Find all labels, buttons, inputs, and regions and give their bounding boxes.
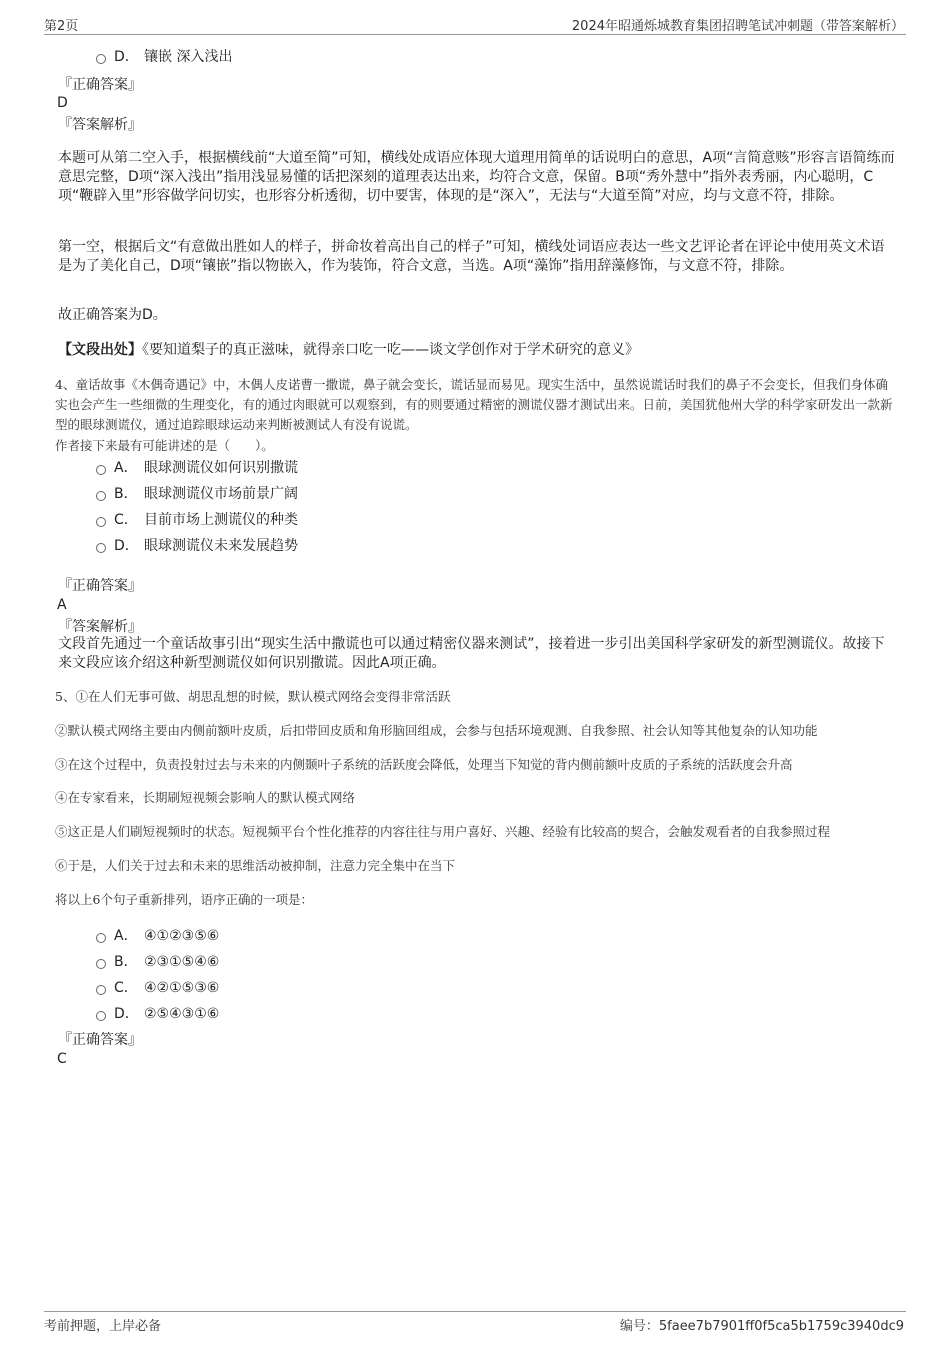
radio-icon[interactable] <box>96 465 106 475</box>
analysis-label: 『答案解析』 <box>58 619 142 635</box>
option-letter: B． <box>114 954 138 970</box>
option-text: ④①②③⑤⑥ <box>144 928 220 944</box>
analysis-label: 『答案解析』 <box>58 117 142 133</box>
option-text: 眼球测谎仪如何识别撒谎 <box>144 460 298 476</box>
q5-option-c[interactable] <box>96 978 219 998</box>
option-text: ④②①⑤③⑥ <box>144 980 220 996</box>
option-letter: A． <box>114 460 138 476</box>
radio-icon[interactable] <box>96 517 106 527</box>
option-letter: D． <box>114 1006 139 1022</box>
header-divider <box>44 34 906 35</box>
q5-sentence-5: ⑤这正是人们刷短视频时的状态。短视频平台个性化推荐的内容往往与用户喜好、兴趣、经验有比较高的契合，会触发观看者的自我参照过程 <box>55 824 831 839</box>
q3-option-d[interactable] <box>96 47 232 67</box>
option-letter: C． <box>114 980 138 996</box>
option-text: ②③①⑤④⑥ <box>144 954 220 970</box>
radio-icon[interactable] <box>96 1011 106 1021</box>
radio-icon[interactable] <box>96 54 106 64</box>
option-text: 镶嵌 深入浅出 <box>144 49 233 65</box>
q5-sentence-1: 5、①在人们无事可做、胡思乱想的时候，默认模式网络会变得非常活跃 <box>55 689 451 704</box>
radio-icon[interactable] <box>96 491 106 501</box>
option-text: 眼球测谎仪市场前景广阔 <box>144 486 298 502</box>
analysis-conclusion: 故正确答案为D。 <box>58 307 167 323</box>
q4-option-d[interactable] <box>96 536 298 556</box>
page-number: 第2页 <box>44 19 79 34</box>
radio-icon[interactable] <box>96 933 106 943</box>
analysis-paragraph-2: 第一空，根据后文“有意做出胜如人的样子，拼命妆着高出自己的样子”可知，横线处词语应表达一些文艺评论者在评论中使用英文术语是为了美化自己，D项“镶嵌”指以物嵌入，作为装饰，符合文意，当选。A项“藻饰”指用辞藻修饰，与文意不符，排除。 <box>58 239 885 274</box>
correct-answer-label: 『正确答案』 <box>58 578 142 594</box>
correct-answer-label: 『正确答案』 <box>58 1032 142 1048</box>
option-letter: D． <box>114 538 139 554</box>
q5-sentence-2: ②默认模式网络主要由内侧前额叶皮质，后扣带回皮质和角形脑回组成，会参与包括环境观测、自我参照、社会认知等其他复杂的认知功能 <box>55 723 818 738</box>
document-code <box>620 1315 904 1334</box>
source-note <box>58 341 898 360</box>
option-letter: C． <box>114 512 138 528</box>
code-label: 编号： <box>619 1319 659 1334</box>
footer-divider <box>44 1311 906 1312</box>
radio-icon[interactable] <box>96 959 106 969</box>
option-letter: B． <box>114 486 138 502</box>
q4-question: 作者接下来最有可能讲述的是（ ）。 <box>55 438 274 453</box>
correct-answer-label: 『正确答案』 <box>58 77 142 93</box>
q4-option-a[interactable] <box>96 458 298 478</box>
footer-slogan: 考前押题，上岸必备 <box>44 1319 162 1334</box>
correct-answer: D <box>57 95 68 111</box>
option-text: 目前市场上测谎仪的种类 <box>144 512 298 528</box>
option-letter: A． <box>114 928 138 944</box>
q5-sentence-3: ③在这个过程中，负责投射过去与未来的内侧颞叶子系统的活跃度会降低，处理当下知觉的背内侧前额叶皮质的子系统的活跃度会升高 <box>55 757 793 772</box>
q5-sentence-6: ⑥于是，人们关于过去和未来的思维活动被抑制，注意力完全集中在当下 <box>55 858 456 873</box>
q4-option-c[interactable] <box>96 510 298 530</box>
option-text: ②⑤④③①⑥ <box>144 1006 220 1022</box>
radio-icon[interactable] <box>96 985 106 995</box>
analysis-paragraph-1: 本题可从第二空入手，根据横线前“大道至简”可知，横线处成语应体现大道理用简单的话说明白的意思，A项“言简意赅”形容言语简练而意思完整，D项“深入浅出”指用浅显易懂的话把深刻的道理表达出来，均符合文意，保留。B项“秀外慧中”指外表秀丽，内心聪明，C项“鞭辟入里”形容做学问切实，也形容分析透彻，切中要害，体现的是“深入”，无法与“大道至简”对应，均与文意不符，排除。 <box>58 150 895 204</box>
q4-option-b[interactable] <box>96 484 298 504</box>
source-label: 【文段出处】 <box>58 342 142 358</box>
option-text: 眼球测谎仪未来发展趋势 <box>144 538 298 554</box>
q5-sentence-4: ④在专家看来，长期刷短视频会影响人的默认模式网络 <box>55 790 356 805</box>
radio-icon[interactable] <box>96 543 106 553</box>
source-text: 《要知道梨子的真正滋味，就得亲口吃一吃——谈文学创作对于学术研究的意义》 <box>142 342 639 358</box>
q5-question: 将以上6个句子重新排列，语序正确的一项是： <box>55 892 313 907</box>
q4-analysis: 文段首先通过一个童话故事引出“现实生活中撒谎也可以通过精密仪器来测试”，接着进一步引出美国科学家研发的新型测谎仪。故接下来文段应该介绍这种新型测谎仪如何识别撒谎。因此A项正确。 <box>58 636 885 671</box>
correct-answer: C <box>57 1051 67 1067</box>
q5-option-d[interactable] <box>96 1004 219 1024</box>
correct-answer: A <box>57 597 67 613</box>
q5-option-b[interactable] <box>96 952 219 972</box>
q5-option-a[interactable] <box>96 926 219 946</box>
document-title: 2024年昭通烁城教育集团招聘笔试冲刺题（带答案解析） <box>571 19 904 34</box>
q4-stem: 4、童话故事《木偶奇遇记》中，木偶人皮诺曹一撒谎，鼻子就会变长，谎话显而易见。现实生活中，虽然说谎话时我们的鼻子不会变长，但我们身体确实也会产生一些细微的生理变化，有的通过肉眼就可以观察到，有的则要通过精密的测谎仪器才测试出来。日前，美国犹他州大学的科学家研发出一款新型的眼球测谎仪，通过追踪眼球运动来判断被测试人有没有说谎。 <box>55 377 893 432</box>
option-letter: D． <box>114 49 139 65</box>
code-value: 5faee7b7901ff0f5ca5b1759c3940dc9 <box>658 1319 904 1334</box>
